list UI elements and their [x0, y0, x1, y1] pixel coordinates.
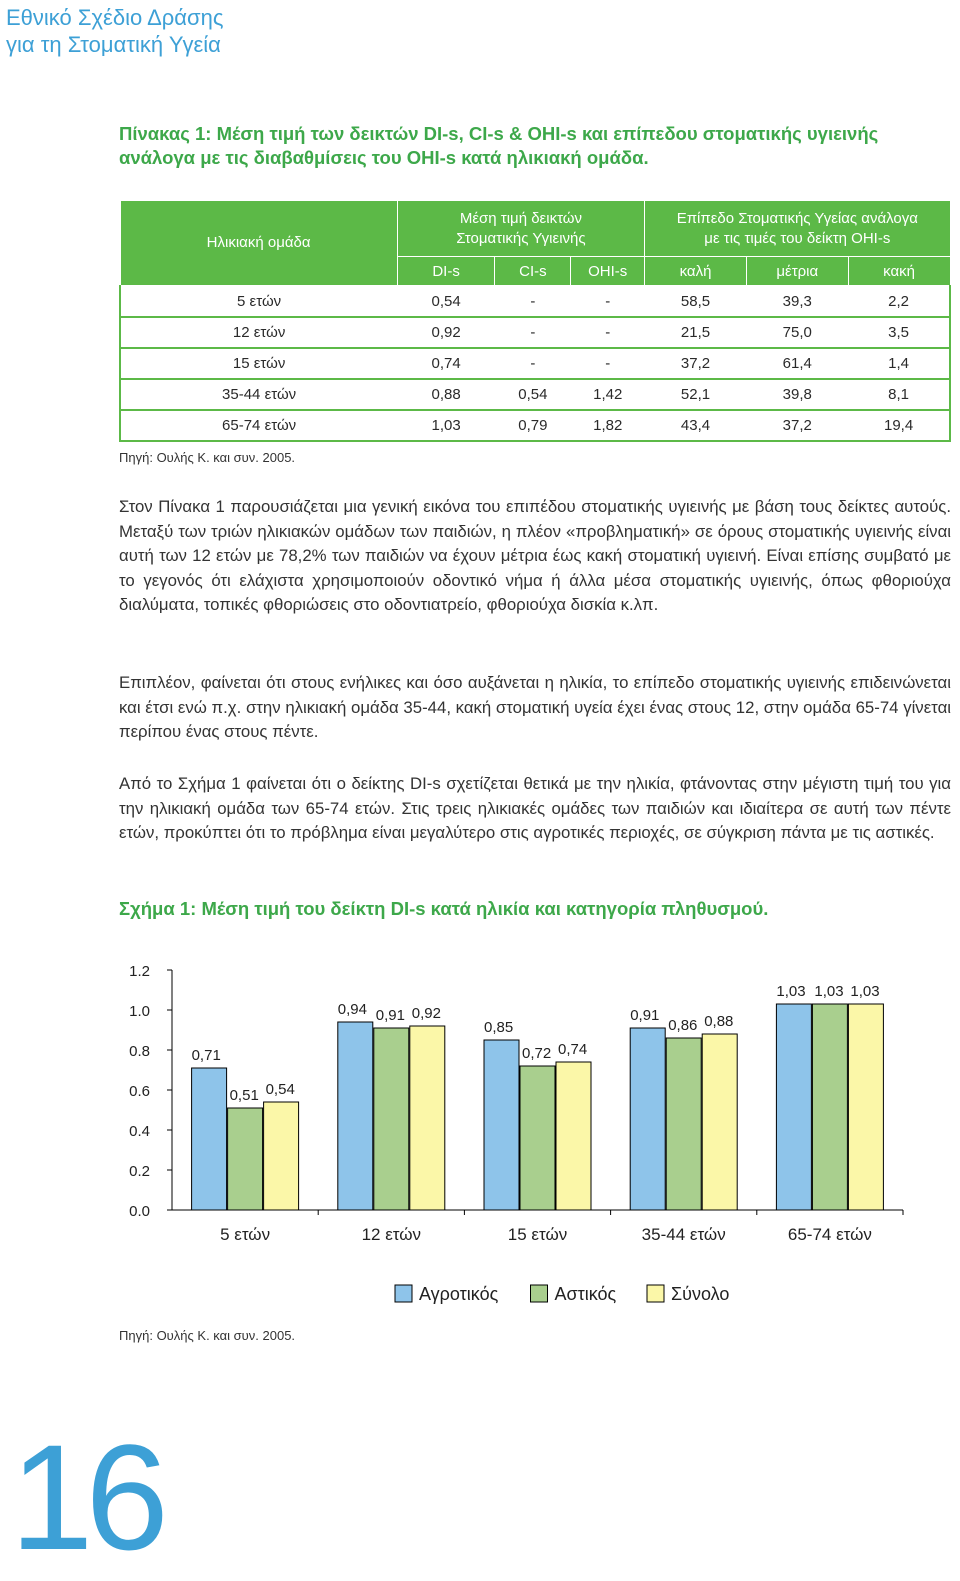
- bar: [520, 1066, 555, 1210]
- table-row: [120, 286, 950, 317]
- subheader-bad: κακή: [848, 257, 950, 287]
- table-cell: 39,3: [746, 286, 848, 317]
- subheader-moderate: μέτρια: [746, 257, 848, 287]
- table-cell: -: [495, 348, 571, 379]
- table-cell: 1,03: [397, 410, 495, 441]
- table-row: [120, 348, 950, 379]
- bar: [192, 1068, 227, 1210]
- level-header: [645, 201, 950, 257]
- bar: [228, 1108, 263, 1210]
- bar: [410, 1026, 445, 1210]
- data-label: 0,86: [668, 1017, 698, 1034]
- table-cell: 0,88: [397, 379, 495, 410]
- bar: [776, 1004, 811, 1210]
- table-cell: 21,5: [645, 317, 747, 348]
- data-label: 0,71: [191, 1047, 221, 1064]
- table-cell: -: [571, 348, 645, 379]
- table-cell: 0,92: [397, 317, 495, 348]
- table-cell: 0,74: [397, 348, 495, 379]
- table-source: Πηγή: Ουλής Κ. και συν. 2005.: [119, 450, 296, 465]
- table-cell: 8,1: [848, 379, 950, 410]
- legend-swatch: [395, 1285, 412, 1302]
- table-cell: 5 ετών: [120, 286, 397, 317]
- data-label: 0,51: [229, 1087, 259, 1104]
- data-label: 0,91: [375, 1007, 406, 1024]
- bar: [812, 1004, 847, 1210]
- paragraph-3: Από το Σχήμα 1 φαίνεται ότι ο δείκτης DI-s σχετίζεται θετικά με την ηλικία, φτάνοντας στην μέγιστη τιμή του για την ηλικιακή ομάδα των 65-74 ετών. Στις τρεις ηλικιακές ομάδες των παιδιών και ιδιαίτερα σε αυτή των πέντε ετών, προκύπτει ότι το πρόβλημα είναι μεγαλύτερο στις αγροτικές περιοχές, σε σύγκριση πάντα με τις αστικές.: [119, 774, 951, 842]
- figure-title: Σχήμα 1: Μέση τιμή του δείκτη DI-s κατά ηλικία και κατηγορία πληθυσμού.: [119, 898, 769, 919]
- page-number: 16: [10, 1413, 161, 1581]
- table-cell: 19,4: [848, 410, 950, 441]
- data-label: 0,54: [265, 1081, 295, 1098]
- data-label: 1,03: [814, 983, 844, 1000]
- paragraph-2: Επιπλέον, φαίνεται ότι στους ενήλικες και όσο αυξάνεται η ηλικία, το επίπεδο στοματικής υγιεινής επιδεινώνεται και έτσι ενώ π.χ. στην ηλικιακή ομάδα 35-44, κακή στοματική υγεία έχει ένας στους 12, στην ομάδα 65-74 γίνεται περίπου ένας στους πέντε.: [119, 673, 951, 741]
- bar: [264, 1102, 299, 1210]
- data-label: 0,88: [704, 1013, 734, 1030]
- table-title: [119, 122, 959, 170]
- header-line-2: για τη Στοματική Υγεία: [6, 32, 221, 57]
- table-row: [120, 410, 950, 441]
- y-tick-label: 0.4: [129, 1123, 150, 1140]
- level-header-line-1: Επίπεδο Στοματικής Υγείας ανάλογα: [676, 209, 918, 227]
- table-cell: -: [495, 317, 571, 348]
- table-cell: 52,1: [645, 379, 747, 410]
- table-cell: 43,4: [645, 410, 747, 441]
- table-cell: 58,5: [645, 286, 747, 317]
- table-cell: 3,5: [848, 317, 950, 348]
- subheader-good: καλή: [645, 257, 747, 287]
- age-group-header: Ηλικιακή ομάδα: [120, 201, 397, 287]
- table-cell: 2,2: [848, 286, 950, 317]
- y-tick-label: 0.6: [129, 1083, 150, 1100]
- y-tick-label: 1.2: [129, 963, 150, 980]
- data-label: 0,92: [411, 1005, 442, 1022]
- document-header: [6, 4, 223, 58]
- table-cell: 0,79: [495, 410, 571, 441]
- table-cell: 15 ετών: [120, 348, 397, 379]
- table-cell: 75,0: [746, 317, 848, 348]
- header-line-1: Εθνικό Σχέδιο Δράσης: [6, 5, 224, 30]
- table-cell: 0,54: [495, 379, 571, 410]
- data-label: 0,94: [337, 1001, 368, 1018]
- indices-table: [119, 200, 951, 442]
- table-cell: -: [495, 286, 571, 317]
- subheader-ohis: OHI-s: [571, 257, 645, 287]
- data-label: 1,03: [850, 983, 880, 1000]
- table-cell: 1,4: [848, 348, 950, 379]
- subheader-dis: DI-s: [397, 257, 495, 287]
- x-tick-label: 35-44 ετών: [641, 1225, 726, 1244]
- table-title-line-1: Πίνακας 1: Μέση τιμή των δεικτών DI-s, CI-s & OHI-s και επίπεδου στοματικής υγιεινής: [119, 123, 879, 144]
- indices-header-line-1: Μέση τιμή δεικτών: [459, 209, 582, 227]
- data-label: 1,03: [776, 983, 806, 1000]
- x-tick-label: 12 ετών: [361, 1225, 422, 1244]
- y-tick-label: 0.2: [129, 1163, 150, 1180]
- y-tick-label: 1.0: [129, 1003, 150, 1020]
- y-tick-label: 0.8: [129, 1043, 150, 1060]
- y-tick-label: 0.0: [129, 1203, 150, 1220]
- x-tick-label: 15 ετών: [507, 1225, 568, 1244]
- table-cell: 1,82: [571, 410, 645, 441]
- data-label: 0,74: [558, 1041, 588, 1058]
- table-cell: 65-74 ετών: [120, 410, 397, 441]
- legend-label: Σύνολο: [671, 1284, 730, 1304]
- bar: [702, 1034, 737, 1210]
- table-row: [120, 379, 950, 410]
- table-cell: 61,4: [746, 348, 848, 379]
- legend-label: Αστικός: [554, 1284, 617, 1304]
- data-label: 0,91: [630, 1007, 660, 1024]
- table-cell: 39,8: [746, 379, 848, 410]
- bar: [630, 1028, 665, 1210]
- dis-bar-chart: [110, 955, 910, 1325]
- table-cell: 37,2: [645, 348, 747, 379]
- indices-header-line-2: Στοματικής Υγιεινής: [456, 229, 586, 247]
- table-title-line-2: ανάλογα με τις διαβαθμίσεις του OHI-s κατά ηλικιακή ομάδα.: [119, 147, 649, 168]
- bar: [556, 1062, 591, 1210]
- bar: [666, 1038, 701, 1210]
- x-tick-label: 5 ετών: [220, 1225, 271, 1244]
- x-tick-label: 65-74 ετών: [787, 1225, 872, 1244]
- table-cell: 37,2: [746, 410, 848, 441]
- data-label: 0,85: [484, 1019, 514, 1036]
- legend-swatch: [647, 1285, 664, 1302]
- table-cell: 12 ετών: [120, 317, 397, 348]
- table-cell: 1,42: [571, 379, 645, 410]
- paragraph-1: Στον Πίνακα 1 παρουσιάζεται μια γενική εικόνα του επιπέδου στοματικής υγιεινής με βάση τους δείκτες αυτούς. Μεταξύ των τριών ηλικιακών ομάδων των παιδιών, η πλέον «προβληματική» σε όρους στοματικής υγιεινής είναι αυτή των 12 ετών με 78,2% των παιδιών να έχουν μέτρια έως κακή στοματική υγιεινή. Είναι επίσης συμβατό με το γεγονός ότι ελάχιστα χρησιμοποιούν οδοντικό νήμα ή άλλα μέσα στοματικής υγιεινής, όπως φθοριούχα διαλύματα, τοπικές φθοριώσεις στο οδοντιατρείο, φθοριούχα δισκία κ.λπ.: [119, 497, 951, 614]
- bar: [848, 1004, 883, 1210]
- data-label: 0,72: [522, 1045, 552, 1062]
- table-cell: -: [571, 286, 645, 317]
- indices-header: [397, 201, 644, 257]
- bar: [484, 1040, 519, 1210]
- bar: [338, 1022, 373, 1210]
- legend-label: Αγροτικός: [419, 1284, 499, 1304]
- legend-swatch: [531, 1285, 548, 1302]
- table-row: [120, 317, 950, 348]
- table-cell: 0,54: [397, 286, 495, 317]
- table-cell: 35-44 ετών: [120, 379, 397, 410]
- level-header-line-2: με τις τιμές του δείκτη OHI-s: [704, 229, 891, 247]
- figure-source: Πηγή: Ουλής Κ. και συν. 2005.: [119, 1328, 296, 1343]
- subheader-cis: CI-s: [495, 257, 571, 287]
- table-cell: -: [571, 317, 645, 348]
- bar: [374, 1028, 409, 1210]
